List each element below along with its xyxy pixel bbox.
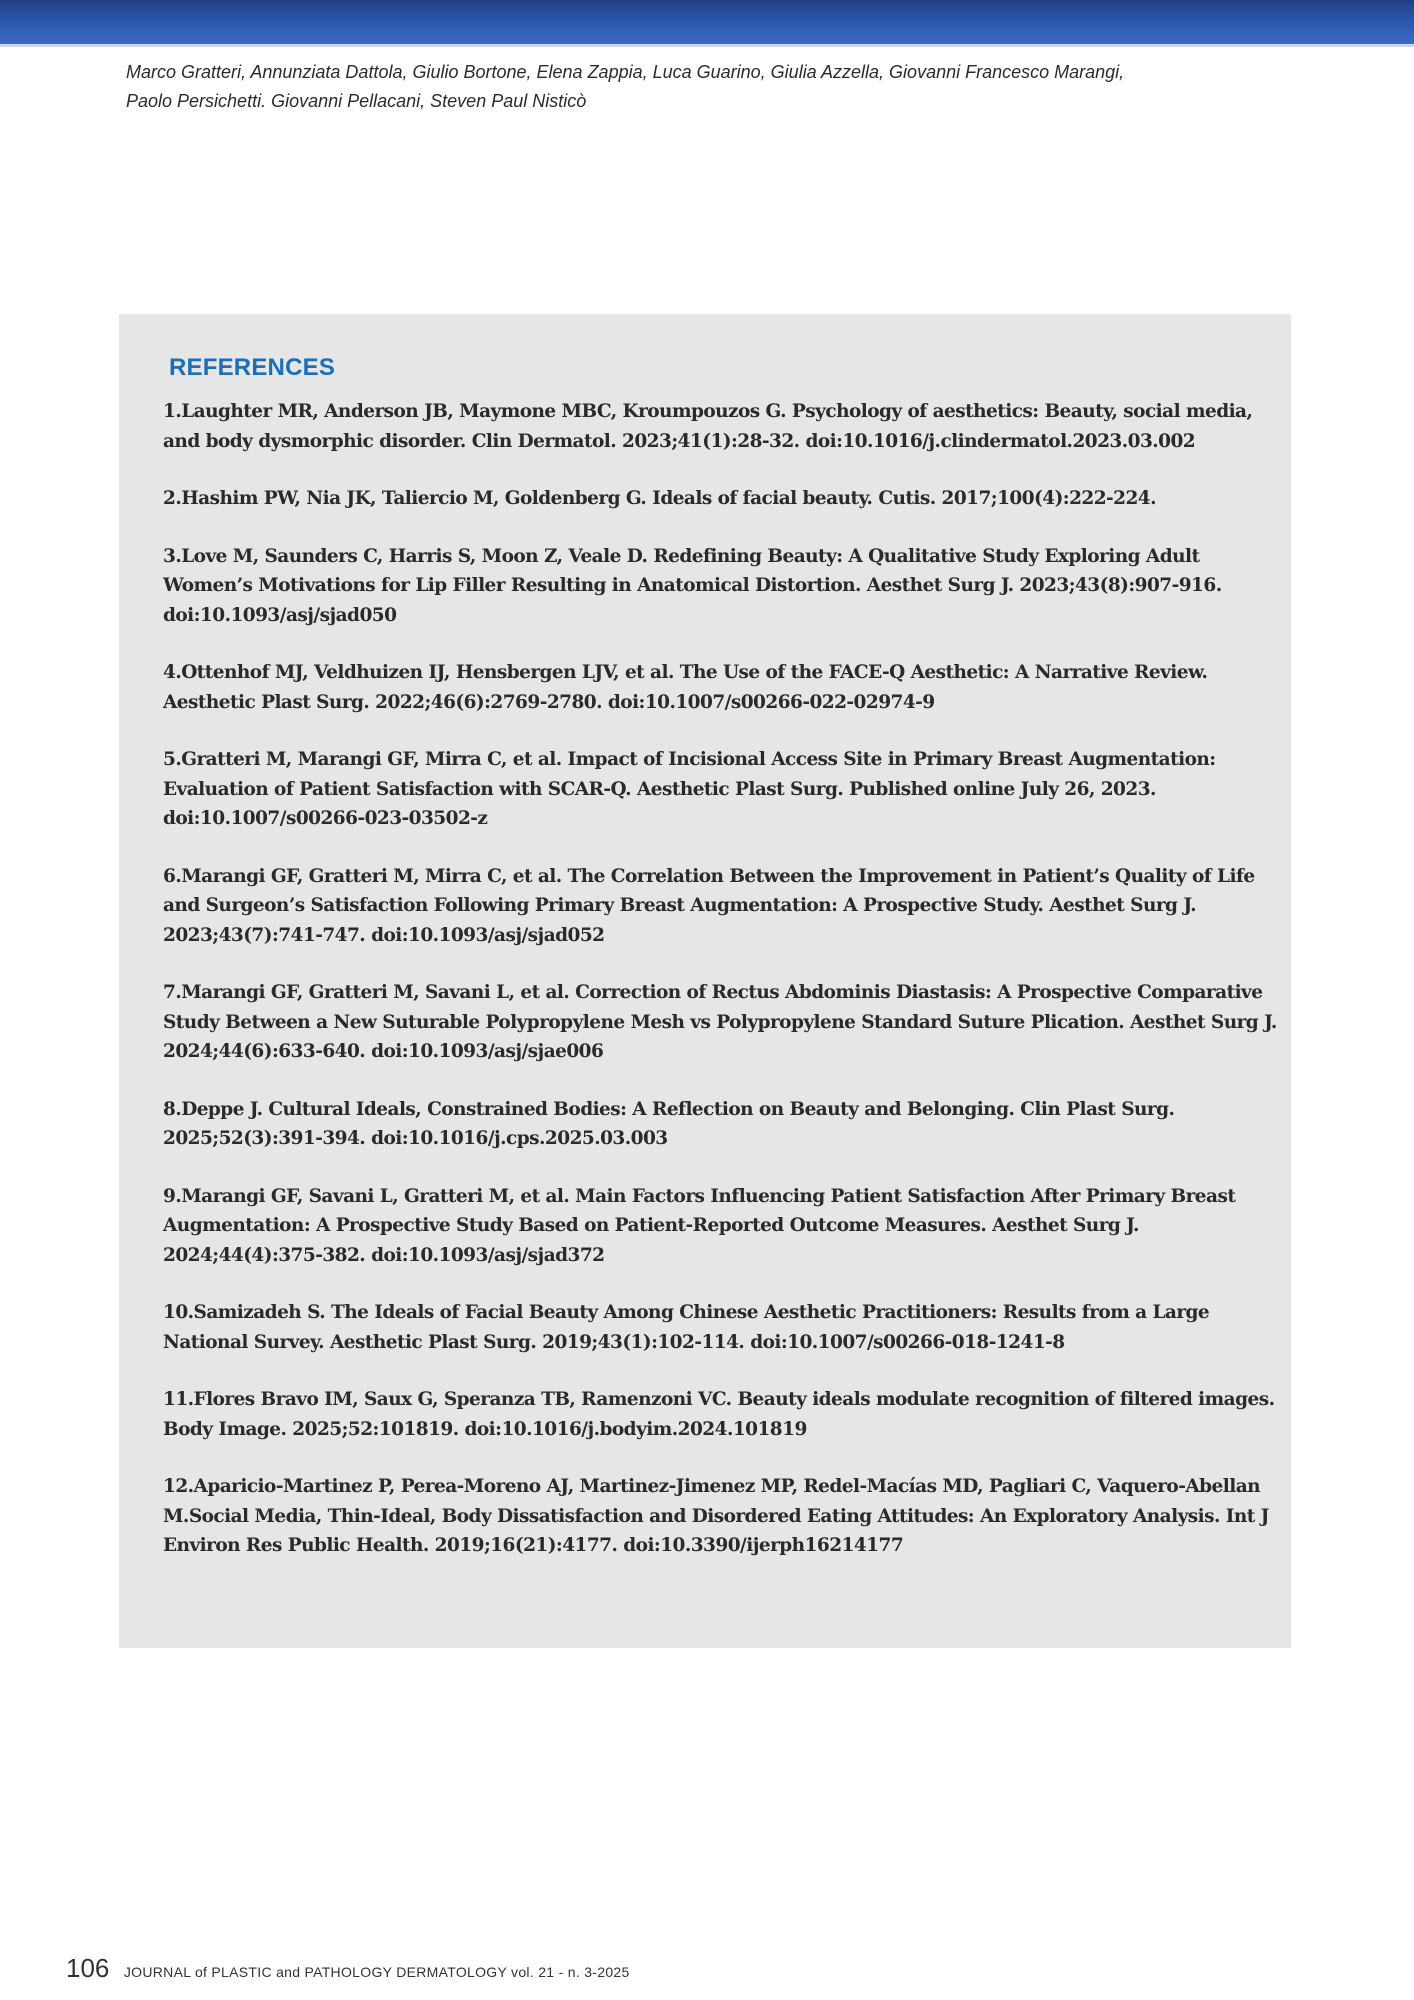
reference-item-11: 11.Flores Bravo IM, Saux G, Speranza TB, Ramenzoni VC. Beauty ideals modulate recognition of filtered images. Body Image. 2025;52:101819. doi:10.1016/j.bodyim.2024.101819 [163, 1389, 1275, 1440]
reference-item-6: 6.Marangi GF, Gratteri M, Mirra C, et al. The Correlation Between the Improvement in Patient’s Quality of Life and Surgeon’s Satisfaction Following Primary Breast Augmentation: A Prospective Study. Aesthet Surg J. 2023;43(7):741-747. doi:10.1093/asj/sjad052 [163, 865, 1255, 946]
reference-item-4: 4.Ottenhof MJ, Veldhuizen IJ, Hensbergen LJV, et al. The Use of the FACE-Q Aesthetic: A Narrative Review. Aesthetic Plast Surg. 2022;46(6):2769-2780. doi:10.1007/s00266-022-02974-9 [163, 662, 1208, 713]
author-line-1: Marco Gratteri, Annunziata Dattola, Giulio Bortone, Elena Zappia, Luca Guarino, Giulia Azzella, Giovanni Francesco Marangi, [126, 62, 1125, 82]
references-panel [119, 314, 1291, 1648]
reference-list [163, 397, 1281, 1589]
reference-item-7: 7.Marangi GF, Gratteri M, Savani L, et al. Correction of Rectus Abdominis Diastasis: A Prospective Comparative Study Between a New Suturable Polypropylene Mesh vs Polypropylene Standard Suture Plication. Aesthet Surg J. 2024;44(6):633-640. doi:10.1093/asj/sjae006 [163, 982, 1277, 1062]
reference-item-8: 8.Deppe J. Cultural Ideals, Constrained Bodies: A Reflection on Beauty and Belonging. Clin Plast Surg. 2025;52(3):391-394. doi:10.1016/j.cps.2025.03.003 [163, 1098, 1175, 1149]
references-title: REFERENCES [169, 353, 336, 381]
page-footer [66, 1953, 630, 1984]
journal-name: JOURNAL of PLASTIC and PATHOLOGY DERMATOLOGY vol. 21 - n. 3-2025 [123, 1964, 630, 1980]
reference-item-10: 10.Samizadeh S. The Ideals of Facial Beauty Among Chinese Aesthetic Practitioners: Results from a Large National Survey. Aesthetic Plast Surg. 2019;43(1):102-114. doi:10.1007/s00266-018-1241-8 [163, 1302, 1210, 1353]
author-line-2: Paolo Persichetti. Giovanni Pellacani, Steven Paul Nisticò [126, 91, 587, 111]
reference-item-9: 9.Marangi GF, Savani L, Gratteri M, et al. Main Factors Influencing Patient Satisfaction After Primary Breast Augmentation: A Prospective Study Based on Patient-Reported Outcome Measures. Aesthet Surg J. 2024;44(4):375-382. doi:10.1093/asj/sjad372 [163, 1185, 1236, 1266]
header-bar [0, 0, 1414, 44]
reference-item-1: 1.Laughter MR, Anderson JB, Maymone MBC, Kroumpouzos G. Psychology of aesthetics: Beauty, social media, and body dysmorphic disorder. Clin Dermatol. 2023;41(1):28-32. doi:10.1016/j.clindermatol.2023.03.002 [163, 401, 1253, 452]
reference-item-12: 12.Aparicio-Martinez P, Perea-Moreno AJ, Martinez-Jimenez MP, Redel-Macías MD, Pagliari C, Vaquero-Abellan M.Social Media, Thin-Ideal, Body Dissatisfaction and Disordered Eating Attitudes: An Exploratory Analysis. Int J Environ Res Public Health. 2019;16(21):4177. doi:10.3390/ijerph16214177 [163, 1476, 1269, 1556]
reference-item-3: 3.Love M, Saunders C, Harris S, Moon Z, Veale D. Redefining Beauty: A Qualitative Study Exploring Adult Women’s Motivations for Lip Filler Resulting in Anatomical Distortion. Aesthet Surg J. 2023;43(8):907-916. doi:10.1093/asj/sjad050 [163, 545, 1222, 626]
author-list [126, 58, 1246, 116]
reference-item-5: 5.Gratteri M, Marangi GF, Mirra C, et al. Impact of Incisional Access Site in Primary Breast Augmentation: Evaluation of Patient Satisfaction with SCAR-Q. Aesthetic Plast Surg. Published online July 26, 2023. doi:10.1007/s00266-023-03502-z [163, 749, 1216, 829]
page-number: 106 [66, 1953, 110, 1983]
reference-item-2: 2.Hashim PW, Nia JK, Taliercio M, Goldenberg G. Ideals of facial beauty. Cutis. 2017;100(4):222-224. [163, 488, 1157, 509]
